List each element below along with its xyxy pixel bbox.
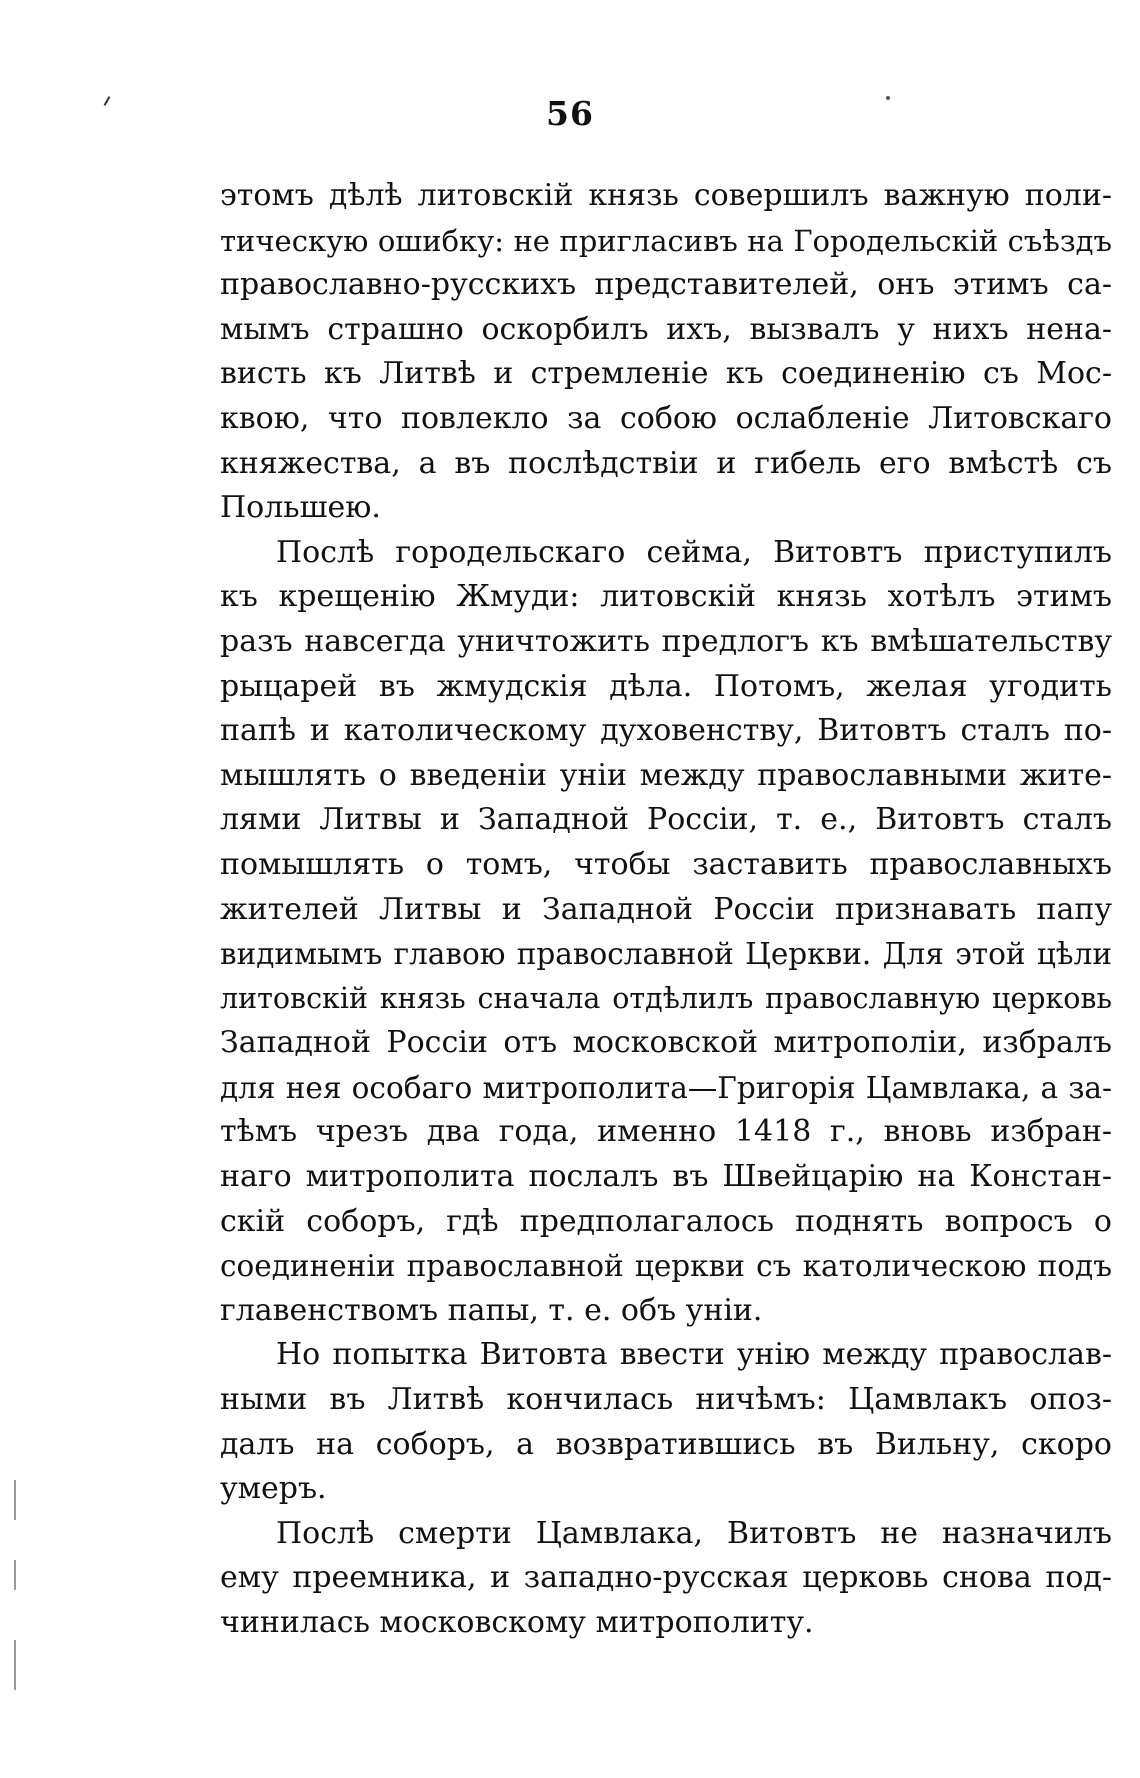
text-line: далъ на соборъ, а возвратившись въ Вильну, скоро — [220, 1426, 1112, 1462]
text-line: наго митрополита послалъ въ Швейцарію на Констан- — [220, 1159, 1112, 1195]
text-line: чинилась московскому митрополиту. — [220, 1605, 814, 1640]
body-text — [220, 174, 1112, 1646]
text-line: къ крещенію Жмуди: литовскій князь хотѣлъ этимъ — [220, 579, 1112, 615]
text-line: лями Литвы и Западной Россіи, т. е., Витовтъ сталъ — [220, 802, 1112, 838]
scan-edge-mark — [14, 1560, 16, 1590]
text-line: разъ навсегда уничтожить предлогъ къ вмѣшательству — [220, 623, 1112, 659]
text-line: ными въ Литвѣ кончилась ничѣмъ: Цамвлакъ опоз- — [220, 1382, 1112, 1418]
text-line: княжества, а въ послѣдствіи и гибель его вмѣстѣ съ — [220, 445, 1112, 481]
text-line: квою, что повлекло за собою ослабленіе Литовскаго — [220, 400, 1112, 436]
page-number: 56 — [546, 94, 594, 133]
text-line: тическую ошибку: не пригласивъ на Городельскій съѣздъ — [220, 223, 1112, 258]
text-line: рыцарей въ жмудскія дѣла. Потомъ, желая угодить — [220, 668, 1112, 704]
text-line: жителей Литвы и Западной Россіи признавать папу — [220, 891, 1112, 927]
text-line: висть къ Литвѣ и стремленіе къ соединенію съ Мос- — [220, 356, 1112, 392]
text-line: Послѣ городельскаго сейма, Витовтъ приступилъ — [276, 534, 1112, 570]
paragraph — [220, 1333, 1112, 1511]
text-line: скій соборъ, гдѣ предполагалось поднять вопросъ о — [220, 1203, 1112, 1239]
text-line: главенствомъ папы, т. е. объ уніи. — [220, 1292, 763, 1328]
text-line: папѣ и католическому духовенству, Витовтъ сталъ по- — [220, 713, 1112, 749]
text-line: умеръ. — [220, 1471, 327, 1507]
text-line: Но попытка Витовта ввести унію между православ- — [276, 1337, 1112, 1373]
scan-edge-mark — [14, 1480, 16, 1520]
text-line: литовскій князь сначала отдѣлилъ православную церковь — [220, 981, 1112, 1015]
text-line: для нея особаго митрополита—Григорія Цамвлака, а за- — [220, 1070, 1112, 1105]
text-line: Западной Россіи отъ московской митрополіи, избралъ — [220, 1025, 1112, 1061]
text-line: этомъ дѣлѣ литовскій князь совершилъ важную поли- — [220, 178, 1112, 213]
paragraph — [220, 531, 1112, 1334]
text-line: ему преемника, и западно-русская церковь снова под- — [220, 1560, 1112, 1596]
text-line: видимымъ главою православной Церкви. Для этой цѣли — [220, 937, 1112, 972]
text-line: мымъ страшно оскорбилъ ихъ, вызвалъ у нихъ нена- — [220, 311, 1112, 347]
text-line: мышлять о введеніи уніи между православными жите- — [220, 757, 1112, 793]
text-line: соединеніи православной церкви съ католическою подъ — [220, 1249, 1112, 1284]
text-line: Послѣ смерти Цамвлака, Витовтъ не назначилъ — [276, 1515, 1112, 1551]
text-line: помышлять о томъ, чтобы заставить православныхъ — [220, 846, 1112, 882]
text-line: Польшею. — [220, 490, 381, 526]
text-line: тѣмъ чрезъ два года, именно 1418 г., вновь избран- — [220, 1114, 1112, 1150]
scan-edge-mark — [14, 1640, 16, 1690]
paragraph — [220, 1512, 1112, 1646]
text-line: православно-русскихъ представителей, онъ этимъ са- — [220, 267, 1112, 303]
paragraph — [220, 174, 1112, 531]
